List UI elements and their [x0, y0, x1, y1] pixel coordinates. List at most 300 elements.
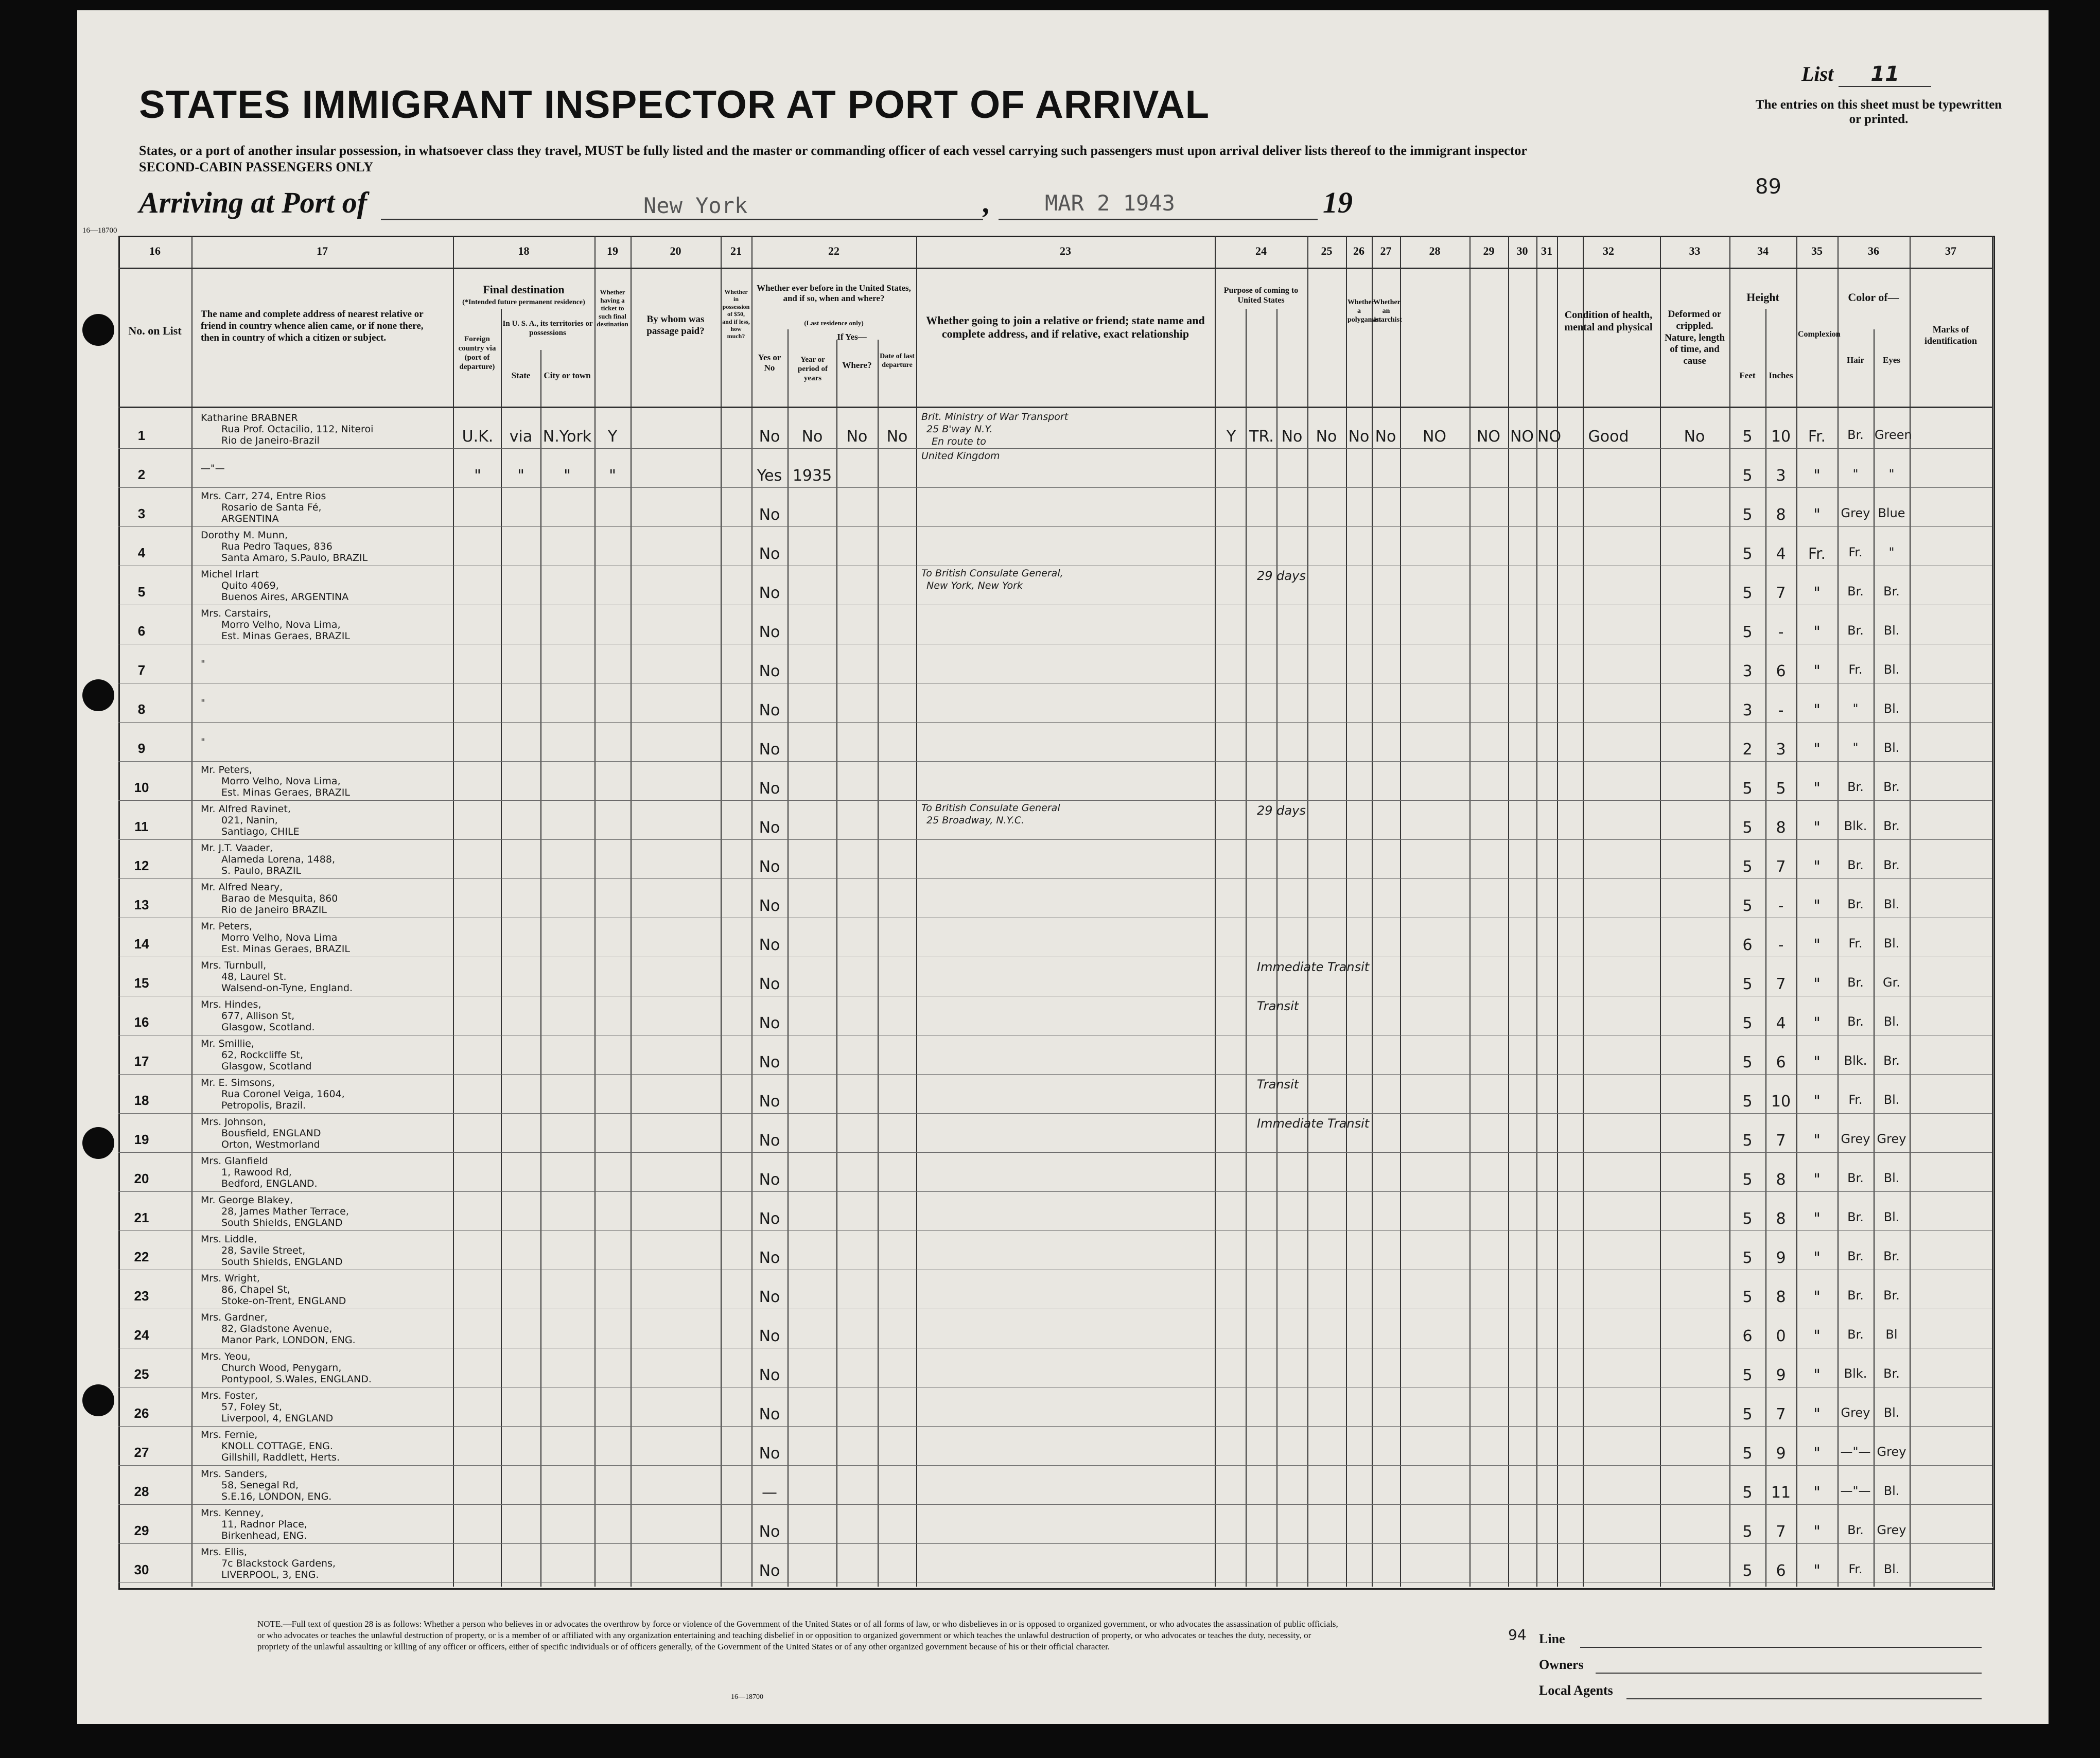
row-divider [118, 1191, 1992, 1192]
relative-address-line: Gillshill, Raddlett, Herts. [221, 1452, 340, 1463]
relative-address-line: 48, Laurel St. [221, 971, 287, 982]
header-eyes: Eyes [1883, 355, 1900, 365]
cell-purpose: Immediate Transit [1257, 960, 1370, 974]
colnum-23: 23 [1060, 244, 1071, 257]
relative-address-line: Rua Pedro Taques, 836 [221, 541, 332, 552]
relative-address-line: Mr. Alfred Neary, [201, 882, 283, 893]
relative-address-line: Liverpool, 4, ENGLAND [221, 1413, 334, 1424]
cell-eyes: Gr. [1883, 975, 1900, 990]
row-divider [118, 1074, 1992, 1075]
relative-address-line: 28, Savile Street, [221, 1245, 306, 1256]
relative-address-line: ARGENTINA [221, 513, 279, 524]
cell-hair: —"— [1840, 1484, 1871, 1498]
relative-address-line: Mr. Smillie, [201, 1038, 254, 1049]
list-number: 11 [1839, 62, 1931, 87]
cell-complexion: " [1813, 1014, 1821, 1032]
cell-hair: Blk. [1844, 1366, 1867, 1381]
cabin-label: SECOND-CABIN PASSENGERS ONLY [139, 160, 374, 174]
cell-been: No [759, 975, 780, 993]
typewritten-note: The entries on this sheet must be typewritten or printed. [1755, 98, 2002, 126]
cell-complexion: " [1813, 975, 1821, 993]
relative-address-line: Mrs. Turnbull, [201, 960, 267, 971]
cell-hair: Br. [1847, 1249, 1864, 1263]
relative-address-line: Mrs. Fernie, [201, 1429, 258, 1440]
cell-been: No [759, 506, 780, 524]
cell-been: No [759, 1210, 780, 1228]
row-divider [118, 800, 1992, 801]
cell-been: No [759, 1445, 780, 1463]
col-line [540, 350, 541, 1587]
cell-inches: 9 [1776, 1366, 1786, 1384]
cell-complexion: Fr. [1808, 428, 1826, 446]
list-label-text: List [1801, 62, 1834, 85]
header-purpose: Purpose of coming to United States [1223, 286, 1299, 305]
cell-eyes: Bl. [1883, 1210, 1900, 1224]
cell-inches: 9 [1776, 1249, 1786, 1267]
cell-hair: Grey [1841, 1132, 1870, 1146]
cell-complexion: " [1813, 1171, 1821, 1189]
header-inches: Inches [1769, 371, 1793, 380]
cell-inches: 3 [1776, 467, 1786, 485]
relative-address-line: 58, Senegal Rd, [221, 1480, 299, 1491]
port-name: New York [643, 193, 748, 218]
row-number: 9 [137, 741, 146, 756]
cell-state: " [517, 467, 524, 485]
cell-been: No [759, 819, 780, 837]
cell-foreign: " [474, 467, 481, 485]
header-before-in-us: Whether ever before in the United States, and if so, when and where? [757, 283, 911, 304]
cell-hair: Br. [1847, 897, 1864, 911]
row-divider [118, 526, 1992, 527]
cell-hair: Fr. [1848, 662, 1863, 677]
cell-inches: 6 [1776, 1562, 1786, 1580]
line-underline [1580, 1647, 1982, 1648]
punch-hole [82, 1127, 114, 1159]
cell-feet: 5 [1742, 1171, 1753, 1189]
relative-address-line: 1, Rawood Rd, [221, 1167, 292, 1178]
relative-address-line: Rua Coronel Veiga, 1604, [221, 1088, 345, 1100]
cell-inches: - [1778, 897, 1784, 915]
header-polygamist: Whether a polygamist [1347, 298, 1381, 324]
cell-inches: 7 [1776, 1132, 1786, 1150]
cell-feet: 5 [1742, 428, 1753, 446]
relative-address-line: Mrs. Johnson, [201, 1116, 267, 1128]
cell-purpose: 29 days [1257, 803, 1306, 818]
cell-where: No [846, 428, 868, 446]
cell-purpose: Transit [1257, 999, 1299, 1013]
row-divider [118, 448, 1992, 449]
row-number: 17 [134, 1053, 149, 1069]
relative-address-line: " [201, 697, 205, 709]
header-where: Where? [842, 360, 872, 370]
relative-address-line: Barao de Mesquita, 860 [221, 893, 338, 904]
cell-feet: 5 [1742, 545, 1753, 563]
row-number: 19 [134, 1132, 149, 1147]
colnum-28: 28 [1429, 244, 1441, 257]
cell-feet: 5 [1742, 819, 1753, 837]
cell-eyes: Br. [1883, 1366, 1900, 1381]
cell-inches: 5 [1776, 780, 1786, 798]
cell-feet: 5 [1742, 1445, 1753, 1463]
punch-hole [82, 679, 114, 711]
cell-feet: 6 [1742, 1327, 1753, 1345]
cell-purpose: Immediate Transit [1257, 1116, 1370, 1131]
cell-complexion: " [1813, 701, 1821, 719]
cell-complexion: " [1813, 780, 1821, 798]
cell-eyes: Bl. [1883, 662, 1900, 677]
cell-feet: 5 [1742, 584, 1753, 602]
relative-address-line: 677, Allison St, [221, 1010, 295, 1022]
cell-been: No [759, 897, 780, 915]
cell-inches: 7 [1776, 584, 1786, 602]
colnum-25: 25 [1321, 244, 1333, 257]
cell-complexion: " [1813, 936, 1821, 954]
header-foreign-country: Foreign country via (port of departure) [458, 335, 496, 371]
relative-address-line: Mrs. Carr, 274, Entre Rios [201, 490, 326, 502]
relative-address-line: Mrs. Yeou, [201, 1351, 251, 1362]
cell-complexion: " [1813, 1562, 1821, 1580]
cell-feet: 5 [1742, 1523, 1753, 1541]
cell-date: No [886, 428, 908, 446]
cell-hair: —"— [1840, 1445, 1871, 1459]
cell-state: via [509, 428, 533, 446]
cell-eyes: Grey [1877, 1523, 1906, 1537]
cell-complexion: " [1813, 506, 1821, 524]
row-number: 5 [137, 584, 146, 600]
relative-address-line: Bousfield, ENGLAND [221, 1128, 321, 1139]
cell-hair: Br. [1847, 1171, 1864, 1185]
join-relative-line: United Kingdom [921, 450, 1000, 462]
colnum-19: 19 [607, 244, 618, 257]
relative-address-line: South Shields, ENGLAND [221, 1217, 343, 1228]
col-line [594, 236, 596, 1587]
cell-been: Yes [757, 467, 782, 485]
header-if-yes: If Yes— [837, 332, 867, 342]
row-divider [118, 1113, 1992, 1114]
relative-address-line: Petropolis, Brazil. [221, 1100, 306, 1111]
cell-c28: NO [1422, 428, 1447, 446]
relative-address-line: Est. Minas Geraes, BRAZIL [221, 787, 350, 798]
cell-been: No [759, 1562, 780, 1580]
cell-eyes: Bl [1885, 1327, 1898, 1342]
cell-inches: 8 [1776, 819, 1786, 837]
header-feet: Feet [1739, 371, 1756, 380]
cell-feet: 5 [1742, 1288, 1753, 1306]
relative-address-line: Rio de Janeiro-Brazil [221, 435, 320, 446]
cell-complexion: " [1813, 819, 1821, 837]
cell-been: — [762, 1484, 777, 1502]
cell-c29: NO [1476, 428, 1501, 446]
cell-inches: 10 [1771, 1093, 1791, 1111]
colnum-16: 16 [149, 244, 161, 257]
cell-hair: Br. [1847, 780, 1864, 794]
cell-feet: 5 [1742, 467, 1753, 485]
header-hair: Hair [1847, 355, 1864, 365]
cell-p2: TR. [1249, 428, 1274, 446]
relative-address-line: Glasgow, Scotland [221, 1061, 312, 1072]
cell-complexion: " [1813, 1405, 1821, 1423]
row-number: 20 [134, 1171, 149, 1186]
relative-address-line: Est. Minas Geraes, BRAZIL [221, 943, 350, 955]
cell-hair: Br. [1847, 1523, 1864, 1537]
cell-feet: 5 [1742, 1053, 1753, 1071]
cell-eyes: Grey [1877, 1445, 1906, 1459]
cell-city: N.York [542, 428, 592, 446]
cell-eyes: Bl. [1883, 897, 1900, 911]
cell-inches: 3 [1776, 741, 1786, 759]
row-number: 15 [134, 975, 149, 991]
row-number: 2 [137, 467, 146, 482]
cell-eyes: Br. [1883, 819, 1900, 833]
cell-eyes: Bl. [1883, 936, 1900, 951]
cell-complexion: " [1813, 1523, 1821, 1541]
row-divider [118, 1152, 1992, 1153]
cell-ticket: " [609, 467, 616, 485]
header-health: Condition of health, mental and physical [1564, 309, 1653, 333]
row-number: 3 [137, 506, 146, 521]
cell-foreign: U.K. [462, 428, 494, 446]
cell-inches: 7 [1776, 1523, 1786, 1541]
join-relative-line: To British Consulate General [921, 802, 1060, 814]
cell-purpose: Transit [1257, 1077, 1299, 1092]
relative-address-line: Michel Irlart [201, 569, 259, 580]
colnum-27: 27 [1380, 244, 1392, 257]
header-in-usa: In U. S. A., its territories or possessions [502, 320, 593, 337]
row-number: 12 [134, 858, 149, 873]
cell-eyes: Bl. [1883, 1171, 1900, 1185]
cell-complexion: " [1813, 741, 1821, 759]
header-anarchist: Whether an anarchist [1373, 298, 1402, 324]
relative-address-line: Bedford, ENGLAND. [221, 1178, 318, 1189]
cell-complexion: " [1813, 897, 1821, 915]
relative-address-line: Mrs. Glanfield [201, 1155, 268, 1167]
cell-eyes: " [1888, 545, 1895, 559]
cell-been: No [759, 428, 780, 446]
cell-eyes: Bl. [1883, 1405, 1900, 1420]
relative-address-line: Quito 4069, [221, 580, 279, 591]
cell-been: No [759, 1327, 780, 1345]
relative-address-line: Mr. George Blakey, [201, 1194, 293, 1206]
join-relative-line: 25 B'way N.Y. [926, 424, 993, 435]
cell-hair: Br. [1847, 584, 1864, 599]
cell-been: No [759, 1366, 780, 1384]
cell-eyes: " [1888, 467, 1895, 481]
col-line [787, 329, 789, 1587]
header-complexion: Complexion [1798, 330, 1841, 339]
cell-eyes: Br. [1883, 780, 1900, 794]
cell-feet: 5 [1742, 506, 1753, 524]
relative-address-line: Manor Park, LONDON, ENG. [221, 1334, 356, 1346]
comma: , [983, 186, 991, 219]
cell-feet: 5 [1742, 1210, 1753, 1228]
cell-c27: No [1375, 428, 1396, 446]
header-state: State [511, 371, 531, 380]
relative-address-line: Mrs. Wright, [201, 1273, 260, 1284]
header-final-destination: Final destination [483, 283, 565, 296]
cell-been: No [759, 1171, 780, 1189]
relative-address-line: 57, Foley St, [221, 1401, 282, 1413]
cell-been: No [759, 741, 780, 759]
list-label [1801, 62, 1931, 87]
cell-hair: Br. [1847, 1288, 1864, 1303]
cell-hair: Fr. [1848, 545, 1863, 559]
relative-address-line: Mr. J.T. Vaader, [201, 842, 273, 854]
join-relative-line: En route to [932, 436, 986, 447]
cell-inches: 9 [1776, 1445, 1786, 1463]
cell-hair: Br. [1847, 623, 1864, 638]
cell-complexion: " [1813, 1093, 1821, 1111]
cell-complexion: " [1813, 858, 1821, 876]
form-code: 16—18700 [82, 226, 117, 235]
cell-inches: 0 [1776, 1327, 1786, 1345]
colnum-26: 26 [1353, 244, 1364, 257]
cell-feet: 5 [1742, 1249, 1753, 1267]
cell-inches: 8 [1776, 1210, 1786, 1228]
relative-address-line: 11, Radnor Place, [221, 1519, 307, 1530]
join-relative-line: 25 Broadway, N.Y.C. [926, 815, 1025, 826]
cell-eyes: Bl. [1883, 623, 1900, 638]
relative-address-line: Santa Amaro, S.Paulo, BRAZIL [221, 552, 368, 564]
relative-address-line: Mrs. Carstairs, [201, 608, 271, 619]
cell-eyes: Bl. [1883, 701, 1900, 716]
relative-address-line: —"— [201, 463, 225, 474]
col-line [453, 236, 454, 1587]
header-color: Color of— [1848, 291, 1899, 304]
date-stamp: MAR 2 1943 [1045, 190, 1175, 216]
row-number: 21 [134, 1210, 149, 1225]
cell-p3: No [1281, 428, 1303, 446]
row-number: 24 [134, 1327, 149, 1343]
cell-feet: 5 [1742, 1093, 1753, 1111]
relative-address-line: Katharine BRABNER [201, 412, 298, 424]
col-line [191, 236, 192, 1587]
relative-address-line: S. Paulo, BRAZIL [221, 865, 302, 876]
cell-hair: Br. [1847, 1210, 1864, 1224]
cell-been: No [759, 584, 780, 602]
cell-feet: 6 [1742, 936, 1753, 954]
row-number: 11 [134, 819, 149, 834]
row-divider [118, 878, 1992, 879]
colnum-24: 24 [1255, 244, 1267, 257]
row-number: 30 [134, 1562, 149, 1577]
relative-address-line: Morro Velho, Nova Lima, [221, 776, 341, 787]
row-divider [118, 1426, 1992, 1427]
header-final-dest-note: (*Intended future permanent residence) [462, 298, 585, 306]
row-number: 8 [137, 701, 146, 717]
cell-hair: " [1852, 701, 1859, 716]
colnum-21: 21 [730, 244, 742, 257]
port-underline [381, 219, 983, 220]
relative-address-line: Pontypool, S.Wales, ENGLAND. [221, 1374, 372, 1385]
page-number: 89 [1755, 175, 1781, 199]
col-line [1276, 309, 1277, 1587]
col-line [721, 236, 722, 1587]
cell-complexion: " [1813, 584, 1821, 602]
relative-address-line: S.E.16, LONDON, ENG. [221, 1491, 332, 1502]
cell-hair: Br. [1847, 858, 1864, 872]
year-prefix: 19 [1323, 186, 1353, 219]
cell-been: No [759, 701, 780, 719]
header-height: Height [1746, 291, 1779, 304]
cell-been: No [759, 936, 780, 954]
relative-address-line: Orton, Westmorland [221, 1139, 320, 1150]
cell-feet: 5 [1742, 858, 1753, 876]
line-mark: 94 [1508, 1626, 1527, 1643]
row-number: 27 [134, 1445, 149, 1460]
relative-address-line: Stoke-on-Trent, ENGLAND [221, 1295, 346, 1307]
cell-feet: 5 [1742, 1484, 1753, 1502]
cell-inches: 8 [1776, 1288, 1786, 1306]
relative-address-line: 28, James Mather Terrace, [221, 1206, 349, 1217]
cell-purpose: 29 days [1257, 569, 1306, 583]
header-divider [118, 407, 1992, 408]
cell-been: No [759, 623, 780, 641]
row-number: 10 [134, 780, 149, 795]
colnum-22: 22 [828, 244, 839, 257]
row-number: 6 [137, 623, 146, 639]
cell-eyes: Br. [1883, 1288, 1900, 1303]
cell-inches: 8 [1776, 506, 1786, 524]
relative-address-line: Mrs. Ellis, [201, 1546, 247, 1558]
cell-deformed: No [1684, 428, 1705, 446]
cell-feet: 2 [1742, 741, 1753, 759]
cell-inches: - [1778, 936, 1784, 954]
cell-hair: Br. [1847, 428, 1864, 442]
relative-address-line: 7c Blackstock Gardens, [221, 1558, 336, 1569]
relative-address-line: South Shields, ENGLAND [221, 1256, 343, 1268]
cell-feet: 5 [1742, 623, 1753, 641]
cell-complexion: " [1813, 467, 1821, 485]
header-city: City or town [544, 371, 591, 380]
join-relative-line: Brit. Ministry of War Transport [921, 411, 1069, 423]
manifest-sheet [77, 10, 2049, 1724]
punch-hole [82, 1384, 114, 1416]
cell-feet: 3 [1742, 662, 1753, 680]
cell-been: No [759, 545, 780, 563]
cell-city: " [564, 467, 571, 485]
cell-hair: Br. [1847, 1327, 1864, 1342]
row-number: 28 [134, 1484, 149, 1499]
colnum-34: 34 [1757, 244, 1769, 257]
row-number: 25 [134, 1366, 149, 1382]
colnum-17: 17 [317, 244, 328, 257]
header-last-residence: (Last residence only) [804, 319, 864, 327]
cell-complexion: " [1813, 1288, 1821, 1306]
cell-inches: 11 [1771, 1484, 1791, 1502]
row-number: 13 [134, 897, 149, 912]
page-title: STATES IMMIGRANT INSPECTOR AT PORT OF ARRIVAL [139, 83, 1210, 127]
cell-eyes: Br. [1883, 1249, 1900, 1263]
cell-feet: 5 [1742, 1366, 1753, 1384]
cell-feet: 5 [1742, 1014, 1753, 1032]
cell-inches: - [1778, 623, 1784, 641]
cell-hair: Fr. [1848, 1093, 1863, 1107]
cell-been: No [759, 780, 780, 798]
header-fifty-dollars: Whether in possession of $50, and if less, how much? [722, 288, 750, 340]
relative-address-line: Morro Velho, Nova Lima, [221, 619, 341, 630]
relative-address-line: Glasgow, Scotland. [221, 1022, 315, 1033]
cell-eyes: Blue [1878, 506, 1905, 520]
cell-inches: 6 [1776, 662, 1786, 680]
cell-eyes: Br. [1883, 1053, 1900, 1068]
cell-been: No [759, 1093, 780, 1111]
cell-c30: NO [1510, 428, 1534, 446]
row-divider [118, 839, 1992, 840]
cell-complexion: " [1813, 1249, 1821, 1267]
cell-feet: 5 [1742, 975, 1753, 993]
col-line [916, 236, 917, 1587]
relative-address-line: Est. Minas Geraes, BRAZIL [221, 630, 350, 642]
